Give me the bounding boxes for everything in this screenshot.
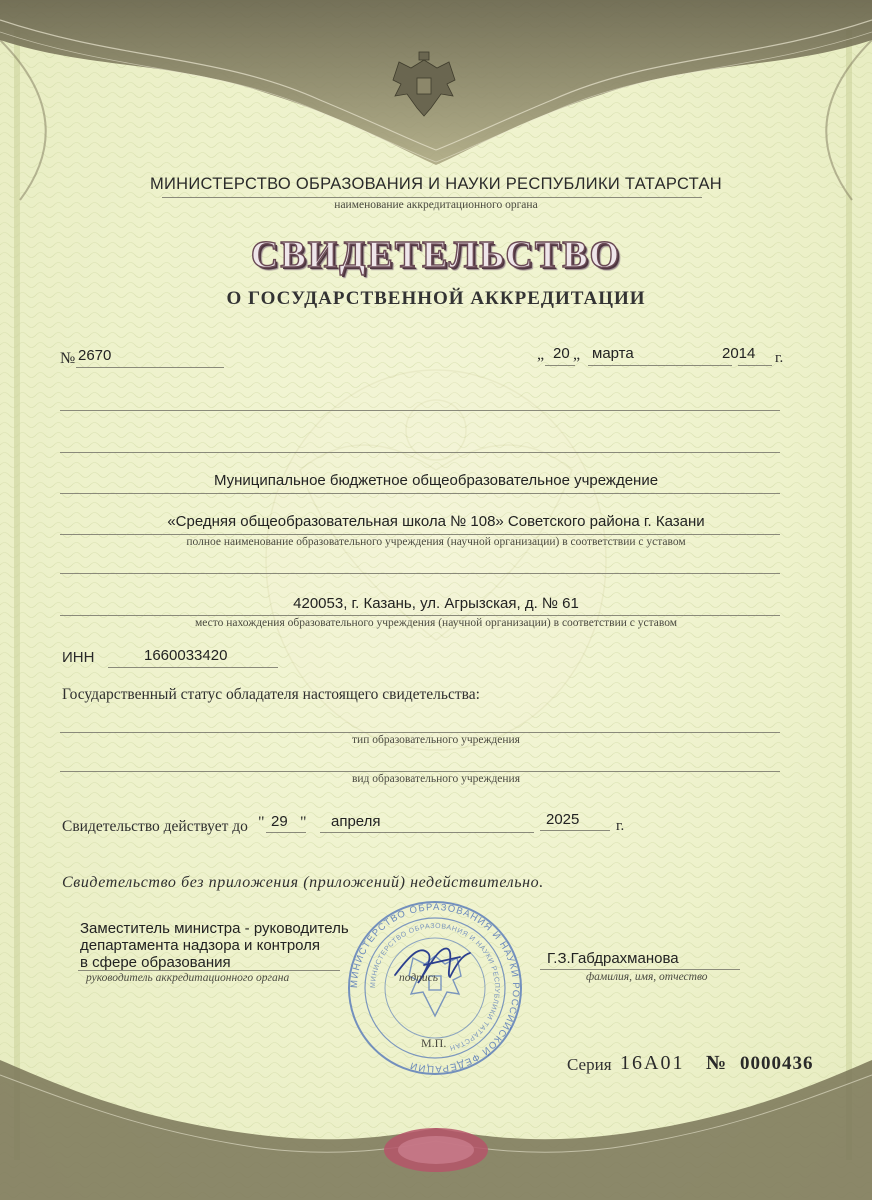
signatory-title bbox=[80, 920, 349, 971]
ministry-underline bbox=[162, 197, 702, 198]
issue-close-quote: „ bbox=[573, 346, 581, 363]
series-number: 0000436 bbox=[740, 1053, 814, 1074]
signatory-hint: руководитель аккредитационного органа bbox=[86, 972, 290, 984]
address-value: 420053, г. Казань, ул. Агрызская, д. № 61 bbox=[293, 595, 579, 612]
series-label: Серия bbox=[567, 1055, 612, 1074]
signatory-name-underline bbox=[540, 969, 740, 970]
validity-month: апреля bbox=[331, 813, 381, 830]
series-value: 16А01 bbox=[620, 1052, 685, 1074]
institution-line-1: Муниципальное бюджетное общеобразовательное учреждение bbox=[213, 472, 659, 489]
seal-place-marker: М.П. bbox=[421, 1036, 447, 1050]
ministry-hint: наименование аккредитационного органа bbox=[334, 199, 538, 211]
signatory-underline bbox=[78, 970, 340, 971]
signatory-name: Г.З.Габдрахманова bbox=[547, 950, 679, 967]
status-label: Государственный статус обладателя настоящего свидетельства: bbox=[62, 686, 480, 703]
certificate-subtitle: О ГОСУДАРСТВЕННОЙ АККРЕДИТАЦИИ bbox=[226, 288, 646, 309]
stamp-outer-text: МИНИСТЕРСТВО ОБРАЗОВАНИЯ И НАУКИ РОССИЙСКОЙ ФЕДЕРАЦИИ bbox=[348, 901, 522, 1075]
status-type-underline bbox=[60, 732, 780, 733]
issue-year-underline bbox=[738, 365, 772, 366]
validity-open-quote: " bbox=[258, 814, 265, 831]
validity-day-underline bbox=[266, 832, 306, 833]
number-prefix: № bbox=[60, 350, 76, 367]
signatory-name-hint: фамилия, имя, отчество bbox=[586, 971, 708, 983]
blank-line-2 bbox=[60, 452, 780, 453]
inn-label: ИНН bbox=[62, 649, 95, 666]
status-kind-hint: вид образовательного учреждения bbox=[351, 773, 521, 785]
number-underline bbox=[76, 367, 224, 368]
validity-year: 2025 bbox=[546, 811, 580, 828]
issue-month-underline bbox=[588, 365, 732, 366]
issue-open-quote: „ bbox=[537, 346, 545, 363]
institution-hint: полное наименование образовательного учреждения (научной организации) в соответствии с уставом bbox=[186, 536, 686, 548]
validity-close-quote: " bbox=[300, 814, 307, 831]
issue-year: 2014 bbox=[722, 345, 756, 362]
stamp-inner-text: МИНИСТЕРСТВО ОБРАЗОВАНИЯ И НАУКИ РЕСПУБЛИКИ ТАТАРСТАН bbox=[369, 922, 501, 1052]
series-number-prefix: № bbox=[706, 1052, 727, 1074]
certificate-title: СВИДЕТЕЛЬСТВО bbox=[250, 234, 622, 276]
institution-line-2-underline bbox=[60, 534, 780, 535]
signatory-line-3: в сфере образования bbox=[80, 954, 231, 971]
status-type-hint: тип образовательного учреждения bbox=[352, 734, 520, 746]
status-kind-underline bbox=[60, 771, 780, 772]
certificate-number: 2670 bbox=[78, 347, 112, 364]
address-underline bbox=[60, 615, 780, 616]
signature-hint: подпись bbox=[399, 972, 439, 984]
blank-line-1 bbox=[60, 410, 780, 411]
signatory-line-1: Заместитель министра - руководитель bbox=[80, 920, 349, 937]
institution-line-1-underline bbox=[60, 493, 780, 494]
validity-month-underline bbox=[320, 832, 534, 833]
address-hint: место нахождения образовательного учреждения (научной организации) в соответствии с уставом bbox=[194, 617, 678, 629]
validity-notice: Свидетельство без приложения (приложений) недействительно. bbox=[62, 874, 544, 891]
issue-year-suffix: г. bbox=[775, 350, 784, 366]
issue-day-underline bbox=[545, 365, 575, 366]
issue-day: 20 bbox=[553, 345, 570, 362]
validity-label: Свидетельство действует до bbox=[62, 818, 248, 835]
coat-of-arms-icon bbox=[387, 50, 461, 120]
blank-line-3 bbox=[60, 573, 780, 574]
validity-year-underline bbox=[540, 830, 610, 831]
ministry-name: МИНИСТЕРСТВО ОБРАЗОВАНИЯ И НАУКИ РЕСПУБЛИКИ ТАТАРСТАН bbox=[149, 175, 723, 193]
validity-day: 29 bbox=[271, 813, 288, 830]
inn-value: 1660033420 bbox=[144, 647, 228, 664]
validity-year-suffix: г. bbox=[616, 818, 625, 834]
signatory-line-2: департамента надзора и контроля bbox=[80, 937, 321, 954]
institution-line-2: «Средняя общеобразовательная школа № 108» Советского района г. Казани bbox=[167, 513, 705, 530]
inn-underline bbox=[108, 667, 278, 668]
issue-month: марта bbox=[592, 345, 634, 362]
